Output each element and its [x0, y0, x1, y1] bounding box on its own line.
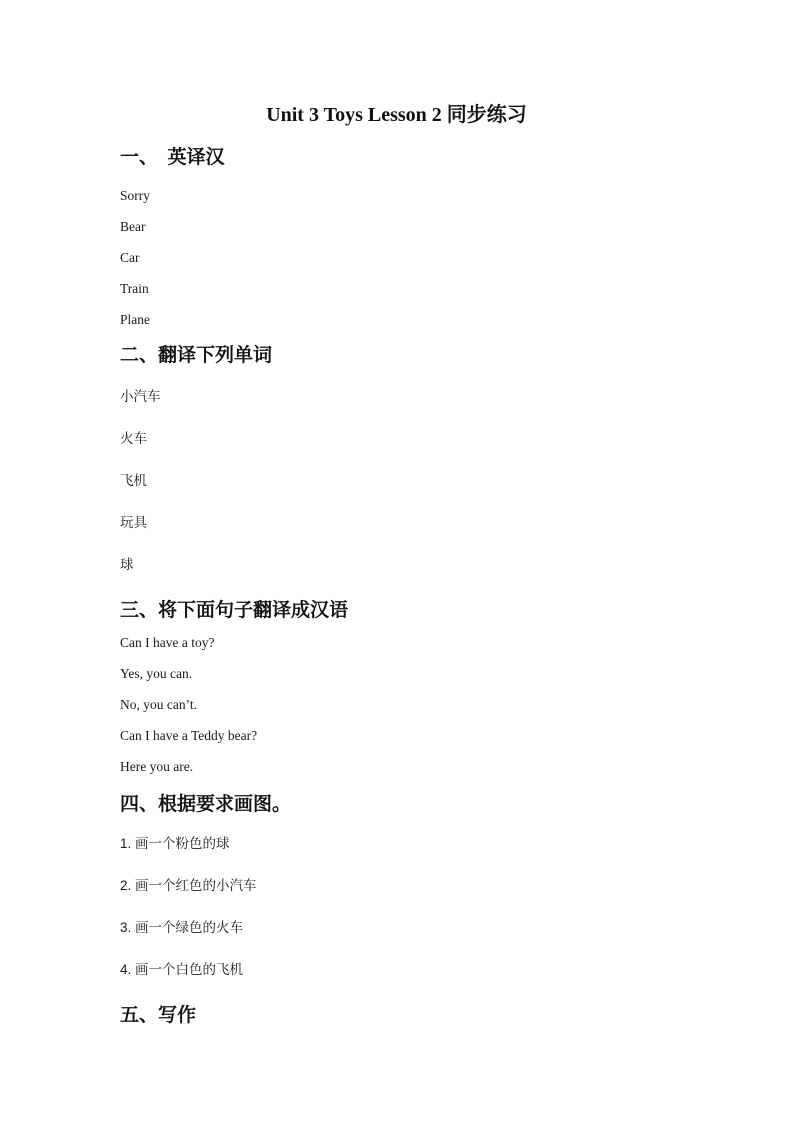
- section-2-word: 飞机: [120, 473, 147, 488]
- section-3-heading: 三、将下面句子翻译成汉语: [120, 600, 349, 621]
- section-1-word: Sorry: [120, 188, 150, 203]
- section-4-task: 1. 画一个粉色的球: [120, 836, 230, 851]
- section-2-word: 玩具: [120, 515, 147, 530]
- section-2-word: 小汽车: [120, 389, 161, 404]
- section-3-sentence: Can I have a Teddy bear?: [120, 728, 258, 743]
- section-3-sentence: No, you can’t.: [120, 697, 197, 712]
- section-4-heading: 四、根据要求画图。: [120, 794, 292, 815]
- document-title: Unit 3 Toys Lesson 2 同步练习: [266, 104, 527, 126]
- section-4-task: 3. 画一个绿色的火车: [120, 920, 244, 935]
- section-2-word: 火车: [120, 431, 147, 446]
- section-3-sentence: Can I have a toy?: [120, 635, 215, 650]
- section-1-word: Car: [120, 250, 140, 265]
- section-3-sentence: Here you are.: [120, 759, 194, 774]
- section-4-task: 2. 画一个红色的小汽车: [120, 878, 257, 893]
- section-2-word: 球: [120, 557, 134, 572]
- section-2-heading: 二、翻译下列单词: [120, 345, 273, 366]
- section-4-task: 4. 画一个白色的飞机: [120, 962, 244, 977]
- section-1-word: Train: [120, 281, 149, 296]
- section-1-heading: 一、 英译汉: [120, 147, 225, 168]
- section-1-word: Bear: [120, 219, 146, 234]
- section-3-sentence: Yes, you can.: [120, 666, 193, 681]
- section-5-heading: 五、写作: [120, 1005, 197, 1026]
- section-1-word: Plane: [120, 312, 150, 327]
